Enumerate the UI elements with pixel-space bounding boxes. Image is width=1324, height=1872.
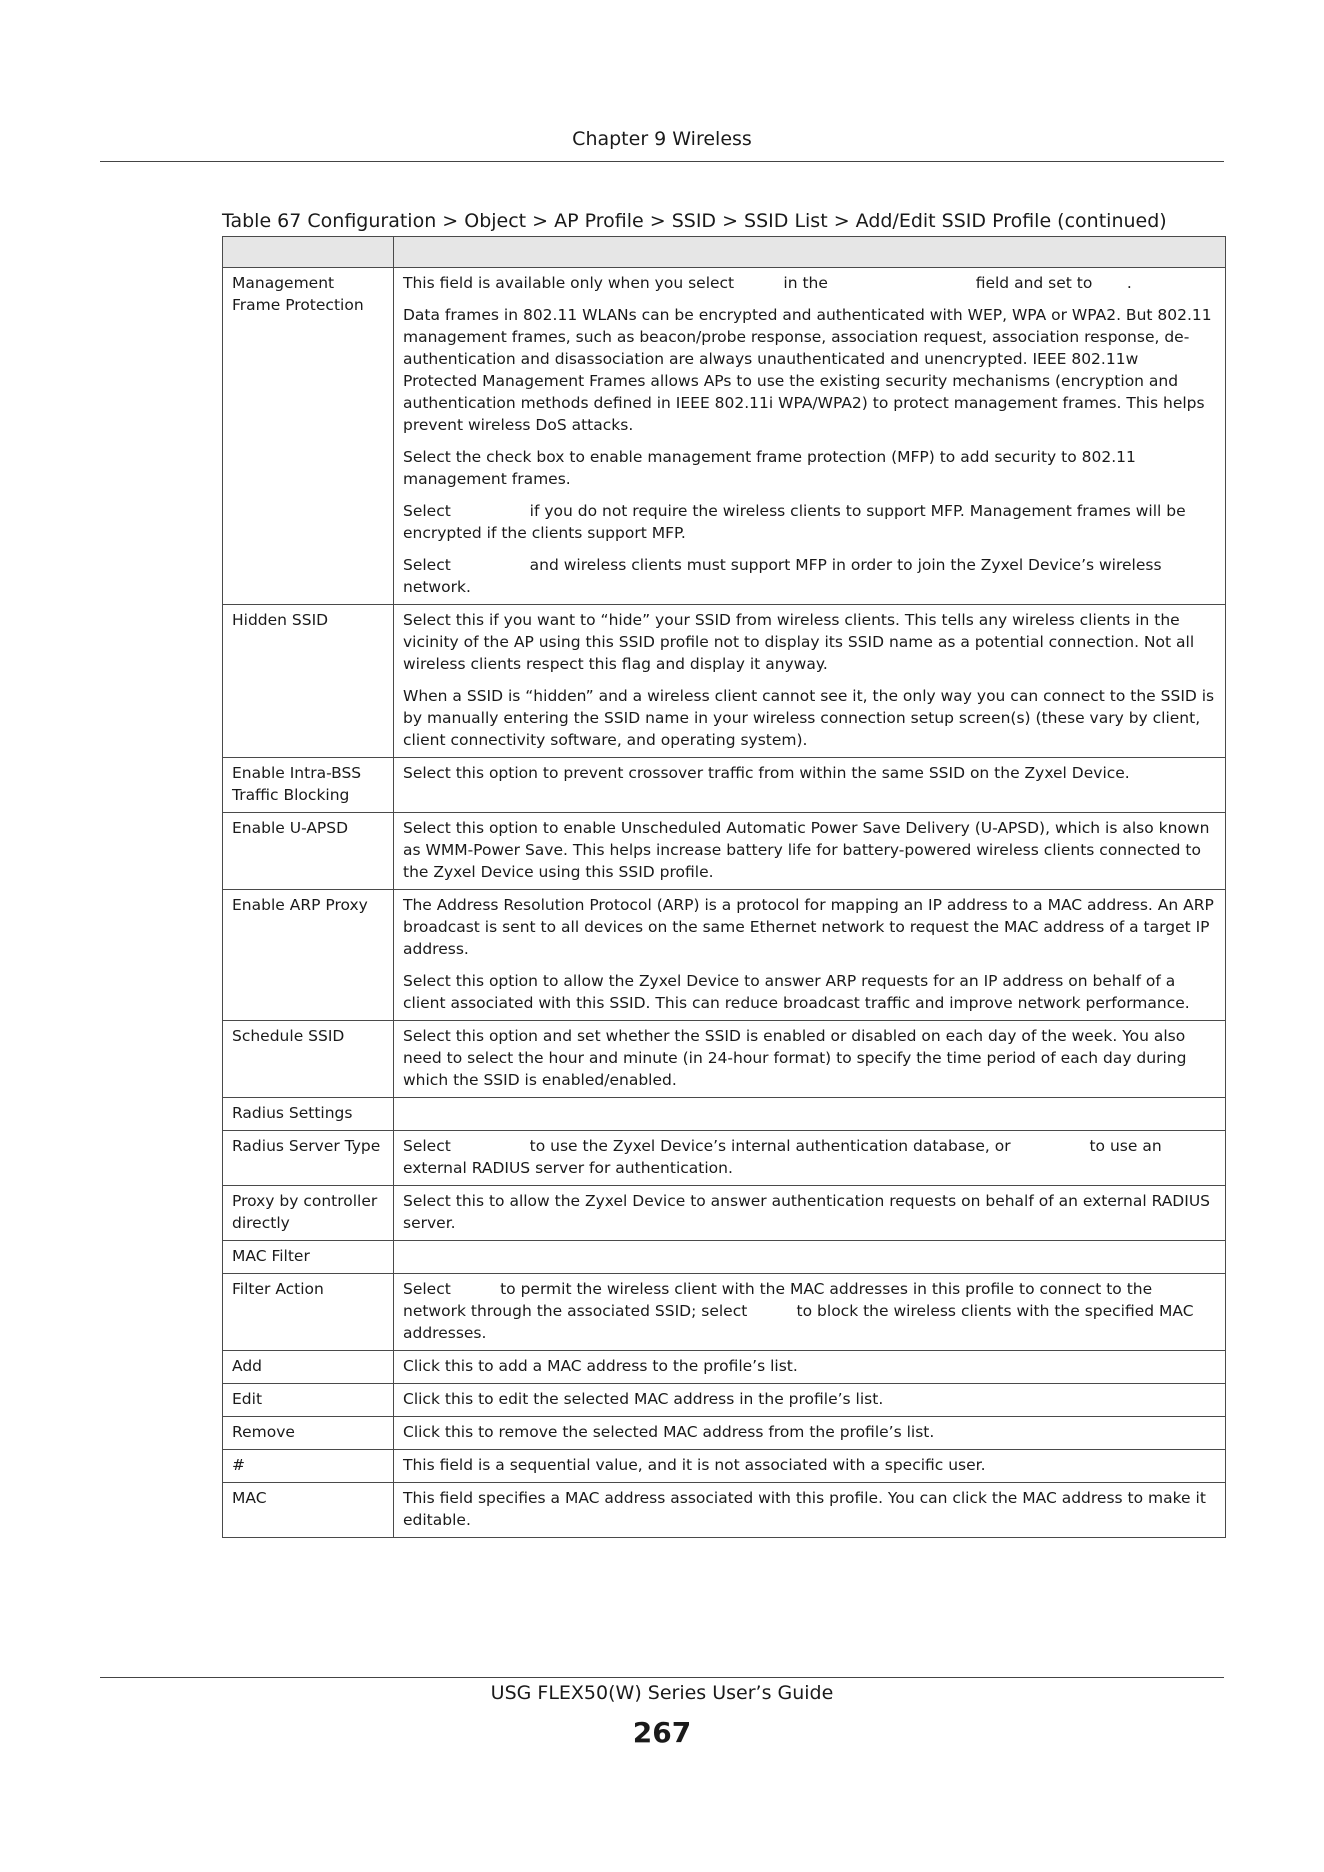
description-paragraph: Select this if you want to “hide” your SSID from wireless clients. This tells any wireless clients in the vicinity of the AP using this SSID profile not to display its SSID name as a potential connection. Not all wireless clients respect this flag and display it anyway.	[403, 611, 1200, 673]
table-row	[223, 1450, 1226, 1483]
field-label: Edit	[223, 1384, 394, 1417]
table-row	[223, 758, 1226, 813]
description-paragraph: Data frames in 802.11 WLANs can be encrypted and authenticated with WEP, WPA or WPA2. But 802.11 management frames, such as beacon/probe response, association request, association response, de-authentication and disassociation are always unauthenticated and unencrypted. IEEE 802.11w Protected Management Frames allows APs to use the existing security mechanisms (encryption and authentication methods defined in IEEE 802.11i WPA/WPA2) to protect management frames. This helps prevent wireless DoS attacks.	[403, 306, 1217, 434]
field-description	[394, 890, 1226, 1021]
table-body	[223, 268, 1226, 1538]
field-label: Enable ARP Proxy	[223, 890, 394, 1021]
table-row	[223, 1483, 1226, 1538]
field-label: Radius Server Type	[223, 1131, 394, 1186]
field-label: MAC	[223, 1483, 394, 1538]
footer-rule	[100, 1677, 1224, 1678]
field-label: Radius Settings	[223, 1098, 394, 1131]
field-label: Remove	[223, 1417, 394, 1450]
table-row	[223, 1274, 1226, 1351]
description-paragraph: Select this option to enable Unscheduled Automatic Power Save Delivery (U-APSD), which is also known as WMM-Power Save. This helps increase battery life for battery-powered wireless clients connected to the Zyxel Device using this SSID profile.	[403, 819, 1215, 881]
field-description	[394, 1021, 1226, 1098]
field-label: Hidden SSID	[223, 605, 394, 758]
description-paragraph: Click this to edit the selected MAC address in the profile’s list.	[403, 1390, 884, 1408]
description-paragraph: Select this to allow the Zyxel Device to answer authentication requests on behalf of an external RADIUS server.	[403, 1192, 1215, 1232]
field-label: Management Frame Protection	[223, 268, 394, 605]
field-description	[394, 1417, 1226, 1450]
field-description	[394, 1186, 1226, 1241]
description-paragraph: This field specifies a MAC address associated with this profile. You can click the MAC address to make it editable.	[403, 1489, 1211, 1529]
field-description-table	[222, 236, 1226, 1538]
table-row	[223, 1098, 1226, 1131]
table-row	[223, 813, 1226, 890]
table-caption: Table 67 Configuration > Object > AP Profile > SSID > SSID List > Add/Edit SSID Profile (continued)	[222, 210, 1167, 232]
field-description	[394, 268, 1226, 605]
field-label: Schedule SSID	[223, 1021, 394, 1098]
description-paragraph	[403, 1102, 1217, 1124]
description-paragraph: When a SSID is “hidden” and a wireless client cannot see it, the only way you can connect to the SSID is by manually entering the SSID name in your wireless connection setup screen(s) (these vary by client, client connectivity software, and operating system).	[403, 687, 1220, 749]
header-label-cell	[223, 237, 394, 268]
table-row	[223, 1021, 1226, 1098]
field-description	[394, 1098, 1226, 1131]
description-paragraph: Select this option and set whether the SSID is enabled or disabled on each day of the week. You also need to select the hour and minute (in 24-hour format) to specify the time period of each day during which the SSID is enabled/enabled.	[403, 1027, 1192, 1089]
table-row	[223, 890, 1226, 1021]
table-row	[223, 1241, 1226, 1274]
field-description	[394, 1483, 1226, 1538]
table-row	[223, 1384, 1226, 1417]
description-paragraph: Select if you do not require the wireless clients to support MFP. Management frames will be encrypted if the clients support MFP.	[403, 502, 1191, 542]
description-paragraph: Click this to remove the selected MAC address from the profile’s list.	[403, 1423, 935, 1441]
field-label: MAC Filter	[223, 1241, 394, 1274]
field-description	[394, 813, 1226, 890]
field-description	[394, 1351, 1226, 1384]
field-description	[394, 1131, 1226, 1186]
field-description	[394, 758, 1226, 813]
description-paragraph: Select to permit the wireless client with the MAC addresses in this profile to connect to the network through the associated SSID; select to block the wireless clients with the specified MAC addresses.	[403, 1280, 1199, 1342]
description-paragraph: The Address Resolution Protocol (ARP) is a protocol for mapping an IP address to a MAC address. An ARP broadcast is sent to all devices on the same Ethernet network to request the MAC address of a target IP address.	[403, 896, 1219, 958]
description-paragraph: Select this option to allow the Zyxel Device to answer ARP requests for an IP address on behalf of a client associated with this SSID. This can reduce broadcast traffic and improve network performance.	[403, 972, 1190, 1012]
field-description	[394, 1450, 1226, 1483]
description-paragraph	[403, 1245, 1217, 1267]
table-row	[223, 605, 1226, 758]
table-row	[223, 1186, 1226, 1241]
field-description	[394, 1241, 1226, 1274]
description-paragraph: Select and wireless clients must support MFP in order to join the Zyxel Device’s wireless network.	[403, 556, 1167, 596]
chapter-header: Chapter 9 Wireless	[572, 128, 752, 150]
table-row	[223, 268, 1226, 605]
field-description	[394, 1384, 1226, 1417]
field-description	[394, 605, 1226, 758]
field-label: Add	[223, 1351, 394, 1384]
description-paragraph: This field is a sequential value, and it is not associated with a specific user.	[403, 1456, 986, 1474]
field-label: Filter Action	[223, 1274, 394, 1351]
description-paragraph: Select to use the Zyxel Device’s internal authentication database, or to use an external RADIUS server for authentication.	[403, 1137, 1167, 1177]
field-label: Enable Intra-BSS Traffic Blocking	[223, 758, 394, 813]
table-row	[223, 1417, 1226, 1450]
table-row	[223, 1351, 1226, 1384]
description-paragraph: This field is available only when you select in the field and set to .	[403, 274, 1132, 292]
header-rule	[100, 161, 1224, 162]
field-label: #	[223, 1450, 394, 1483]
table-header-row	[223, 237, 1226, 268]
page-number: 267	[632, 1716, 692, 1749]
field-description	[394, 1274, 1226, 1351]
description-paragraph: Select the check box to enable management frame protection (MFP) to add security to 802.11 management frames.	[403, 448, 1141, 488]
description-paragraph: Select this option to prevent crossover traffic from within the same SSID on the Zyxel Device.	[403, 764, 1130, 782]
description-paragraph: Click this to add a MAC address to the profile’s list.	[403, 1357, 798, 1375]
table-row	[223, 1131, 1226, 1186]
guide-title: USG FLEX50(W) Series User’s Guide	[490, 1682, 834, 1704]
header-description-cell	[394, 237, 1226, 268]
field-label: Enable U-APSD	[223, 813, 394, 890]
field-label: Proxy by controller directly	[223, 1186, 394, 1241]
